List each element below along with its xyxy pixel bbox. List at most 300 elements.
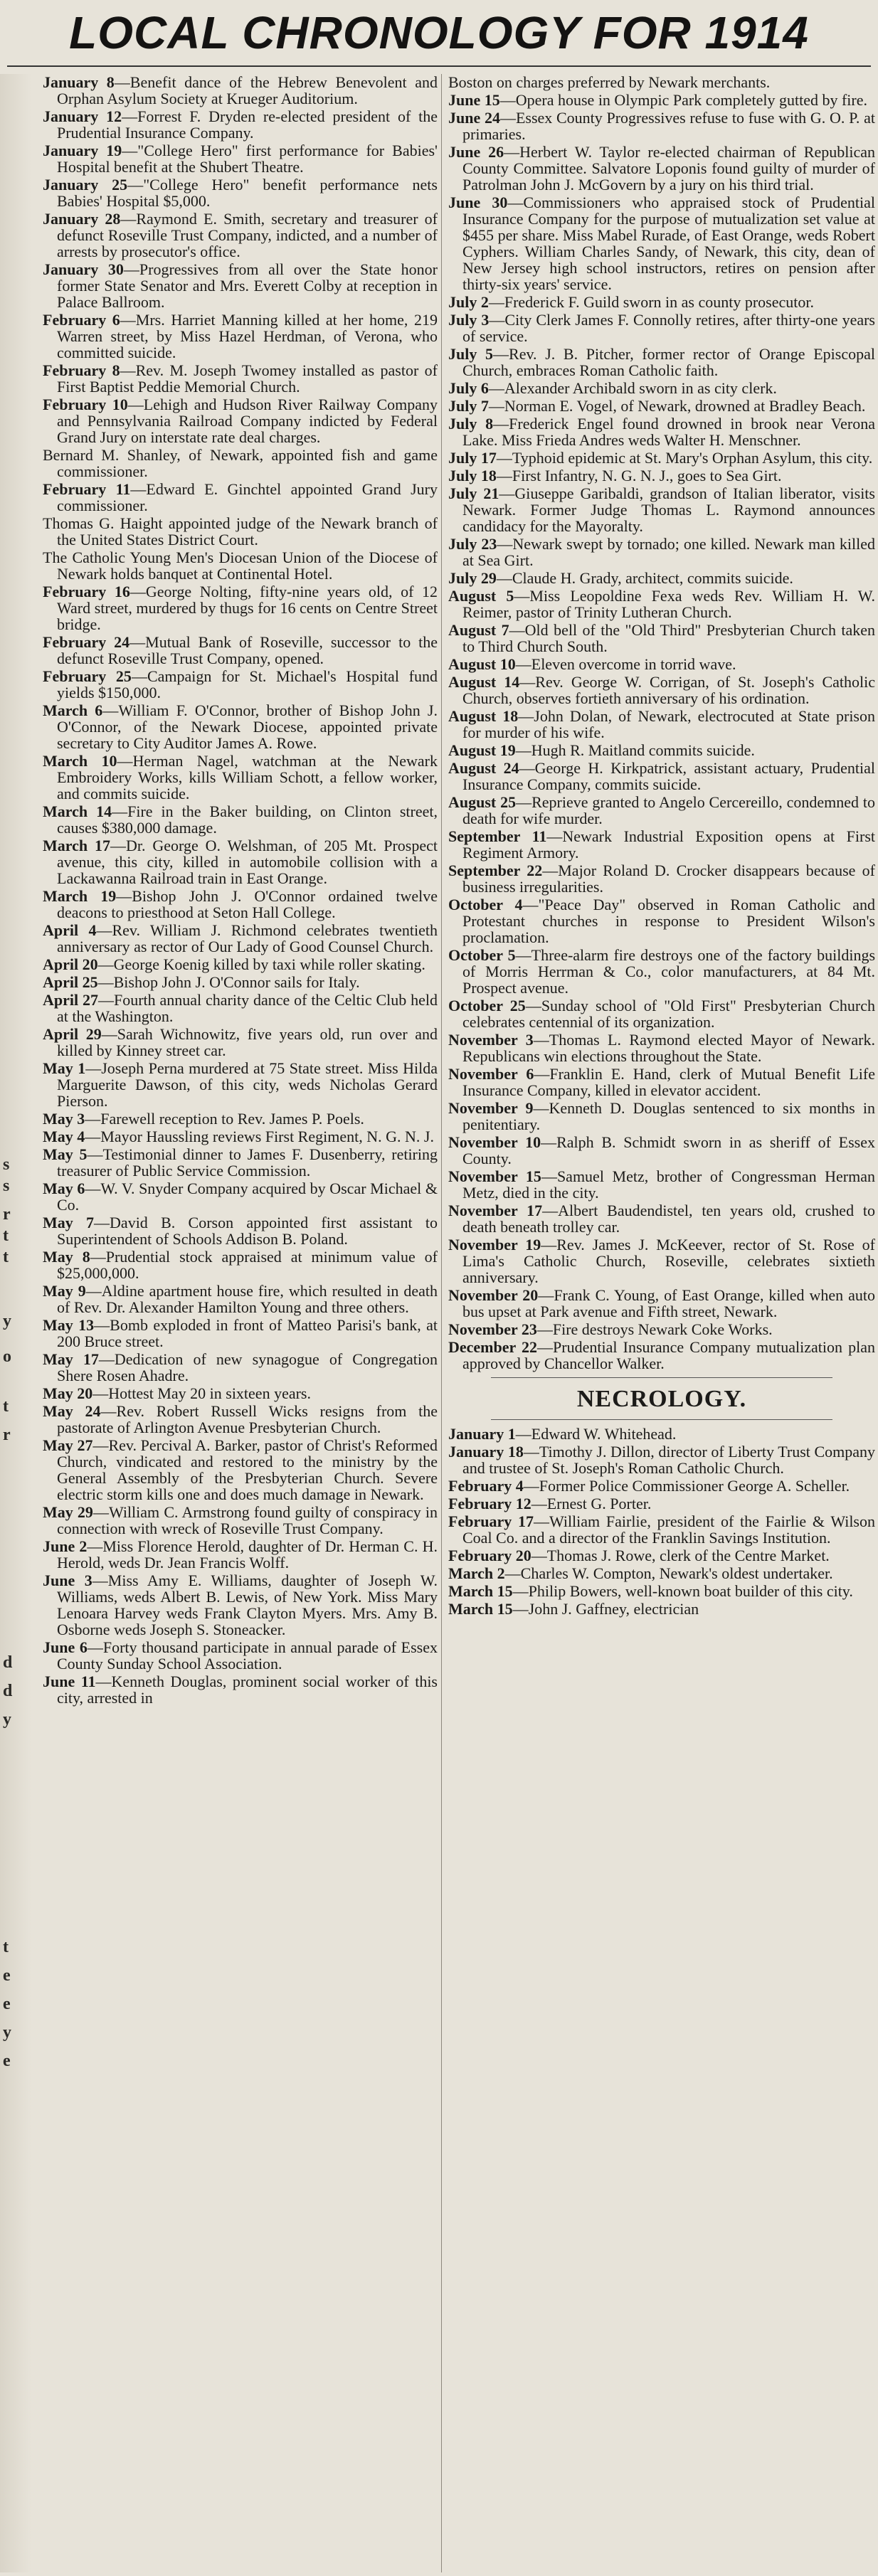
entry-dash: — [85,1128,101,1145]
chronology-entry [448,92,875,108]
entry-date: May 6 [43,1180,85,1197]
entry-dash: — [536,1320,553,1338]
entry-text: Philip Bowers, well-known boat builder of this city. [528,1582,853,1600]
chronology-entry [43,753,438,802]
entry-text: Alexander Archibald sworn in as city clerk. [504,379,777,397]
entry-dash: — [515,946,531,964]
entry-text: Frank C. Young, of East Orange, killed when auto bus upset at Park avenue and Fifth street, Newark. [462,1286,875,1320]
chronology-entry [448,760,875,793]
entry-date: June 6 [43,1638,88,1656]
chronology-entry [448,1032,875,1064]
entry-dash: — [97,991,114,1009]
entry-dash: — [542,862,559,879]
entry-text: Bishop John J. O'Connor sails for Italy. [113,973,360,991]
entry-text: Forrest F. Dryden re-elected president of the Prudential Insurance Company. [57,107,438,142]
chronology-entry [448,312,875,344]
entry-dash: — [87,1537,103,1555]
chronology-entry [43,974,438,990]
entry-text: Campaign for St. Michael's Hospital fund yields $150,000. [57,667,438,701]
chronology-entry [43,1385,438,1401]
entry-date: July 29 [448,569,497,587]
entry-date: February 24 [43,633,130,651]
section-rule [491,1419,832,1420]
entry-date: May 8 [43,1248,90,1266]
chronology-entry [43,362,438,395]
entry-dash: — [116,887,132,905]
entry-date: May 1 [43,1059,86,1077]
entry-text: "College Hero" first performance for Babies' Hospital benefit at the Shubert Theatre. [57,142,438,176]
entry-dash: — [523,1477,539,1495]
entry-dash: — [499,484,515,502]
entry-date: August 14 [448,673,520,691]
chronology-entry [448,536,875,568]
chronology-entry [43,1351,438,1384]
entry-date: January 30 [43,260,124,278]
entry-date: December 22 [448,1338,538,1356]
entry-date: October 5 [448,946,516,964]
entry-date: April 4 [43,921,97,939]
entry-date: August 10 [448,655,516,673]
entry-dash: — [542,1202,559,1219]
chronology-entry [448,947,875,996]
entry-text: Norman E. Vogel, of Newark, drowned at Bradley Beach. [504,397,866,415]
chronology-entry [448,346,875,378]
entry-dash: — [541,1236,557,1253]
entry-dash: — [127,396,144,413]
entry-text: Raymond E. Smith, secretary and treasurer of defunct Roseville Trust Company, indicted, and a number of arrests by prosecutor's office. [57,210,438,260]
entry-text: Prudential stock appraised at minimum value of $25,000,000. [57,1248,438,1282]
entry-dash: — [493,415,509,433]
entry-text: Fire in the Baker building, on Clinton street, causes $380,000 damage. [57,802,438,837]
chronology-entry [448,588,875,620]
entry-dash: — [531,1547,547,1564]
entry-date: April 25 [43,973,98,991]
entry-text: Thomas J. Rowe, clerk of the Centre Market. [546,1547,830,1564]
chronology-entry [448,415,875,448]
chronology-entry [448,1287,875,1320]
chronology-column-right [448,74,875,2572]
entry-text: Fourth annual charity dance of the Celtic Club held at the Washington. [57,991,438,1025]
edge-fragment: t [3,1938,9,1956]
chronology-entry [43,1639,438,1672]
entry-date: May 24 [43,1402,101,1420]
entry-date: May 20 [43,1384,93,1402]
edge-fragment: e [3,2052,11,2070]
entry-dash: — [100,1402,117,1420]
entry-date: March 15 [448,1582,513,1600]
entry-dash: — [131,667,147,685]
entry-date: October 25 [448,997,526,1014]
entry-text: Sunday school of "Old First" Presbyterian Church celebrates centennial of its organization. [462,997,875,1031]
chronology-entry [43,583,438,632]
entry-date: July 6 [448,379,489,397]
chronology-entry [43,1504,438,1537]
entry-date: January 18 [448,1443,524,1461]
entry-dash: — [546,827,563,845]
entry-dash: — [122,142,138,159]
entry-date: July 23 [448,535,497,553]
entry-dash: — [523,1443,539,1461]
entry-dash: — [525,997,541,1014]
entry-text: Eleven overcome in torrid wave. [531,655,736,673]
entry-dash: — [537,1338,554,1356]
entry-date: July 17 [448,449,497,467]
edge-fragment: d [3,1653,13,1672]
entry-dash: — [489,311,505,329]
entry-dash: — [509,621,525,639]
entry-text: Boston on charges preferred by Newark merchants. [448,74,771,91]
entry-text: George H. Kirkpatrick, assistant actuary, Prudential Insurance Company, commits suicide. [462,759,875,793]
entry-text: Joseph Perna murdered at 75 State street. Miss Hilda Marguerite Dawson, of this city, weds Nicholas Gerard Pierson. [57,1059,438,1110]
entry-text: Giuseppe Garibaldi, grandson of Italian liberator, visits Newark. Former Judge Thomas L. Raymond announces candidacy for the Mayoralty. [462,484,875,535]
entry-text: Bomb exploded in front of Matteo Parisi's bank, at 200 Bruce street. [57,1316,438,1350]
chronology-entry [448,1547,875,1564]
entry-dash: — [515,1425,531,1443]
entry-dash: — [129,633,146,651]
edge-fragment: t [3,1397,9,1416]
entry-dash: — [101,1025,117,1043]
entry-text: Rev. William J. Richmond celebrates twentieth anniversary as rector of Our Lady of Good Counsel Church. [57,921,438,955]
entry-text: Fire destroys Newark Coke Works. [552,1320,773,1338]
entry-text: Kenneth D. Douglas sentenced to six months in penitentiary. [462,1099,875,1133]
chronology-entry [43,1538,438,1571]
entry-dash: — [94,1214,110,1231]
masthead [0,0,878,71]
entry-text: Miss Leopoldine Fexa weds Rev. William H. W. Reimer, pastor of Trinity Lutheran Church. [462,587,875,621]
entry-date: July 2 [448,293,489,311]
chronology-entry [448,1134,875,1167]
entry-dash: — [97,973,114,991]
entry-dash: — [488,379,504,397]
chronology-entry [43,1026,438,1059]
entry-dash: — [120,210,137,228]
entry-dash: — [504,1564,521,1582]
chronology-entry [448,110,875,142]
entry-date: November 6 [448,1065,534,1083]
chronology-entry [448,1565,875,1581]
chronology-entry [43,261,438,310]
necrology-list [448,1426,875,1617]
entry-dash: — [496,569,512,587]
entry-dash: — [97,955,114,973]
chronology-entry [43,312,438,361]
chronology-entry [43,447,438,479]
entry-date: May 3 [43,1110,85,1128]
chronology-entry [448,380,875,396]
entry-dash: — [92,1503,109,1521]
entry-text: William C. Armstrong found guilty of conspiracy in connection with wreck of Roseville Trust Company. [57,1503,438,1537]
chronology-entry [448,896,875,945]
entry-date: February 6 [43,311,120,329]
entry-text: Benefit dance of the Hebrew Benevolent and Orphan Asylum Society at Krueger Auditorium. [57,74,438,107]
entry-dash: — [533,1099,549,1117]
entry-dash: — [95,1673,112,1690]
entry-date: February 11 [43,480,131,498]
entry-text: Three-alarm fire destroys one of the factory buildings of Morris Herrman & Co., color manufacturers, at 84 Mt. Prospect avenue. [462,946,875,997]
chronology-entry [448,1236,875,1286]
entry-date: August 25 [448,793,517,811]
entry-text: Mrs. Harriet Manning killed at her home, 219 Warren street, by Miss Hazel Herdman, of Verona, who committed suicide. [57,311,438,361]
chronology-entry [448,1339,875,1372]
edge-fragment: r [3,1205,11,1224]
entry-text: Miss Florence Herold, daughter of Dr. Herman C. H. Herold, weds Dr. Jean Francis Wolff. [57,1537,438,1571]
entry-dash: — [493,345,509,363]
chronology-entry [448,862,875,895]
entry-dash: — [110,837,126,854]
entry-date: July 7 [448,397,489,415]
entry-date: July 21 [448,484,499,502]
entry-date: February 17 [448,1512,534,1530]
entry-text: Herbert W. Taylor re-elected chairman of Republican County Committee. Salvatore Loponis found guilty of murder of Patrolman John J. McGovern by a jury on his third trial. [462,143,875,194]
entry-dash: — [112,802,128,820]
entry-dash: — [496,449,512,467]
entry-text: Opera house in Olympic Park completely gutted by fire. [515,91,868,109]
entry-text: Rev. James J. McKeever, rector of St. Rose of Lima's Catholic Church, Roseville, celebrates sixtieth anniversary. [462,1236,875,1286]
entry-text: Hottest May 20 in sixteen years. [108,1384,311,1402]
chronology-entry [43,1572,438,1638]
entry-dash: — [515,741,531,759]
entry-date: January 25 [43,176,128,194]
title-rule [7,65,871,67]
entry-dash: — [90,1248,106,1266]
entry-text: First Infantry, N. G. N. J., goes to Sea Girt. [512,467,782,484]
edge-fragment: s [3,1177,10,1195]
entry-dash: — [504,143,520,161]
entry-date: May 5 [43,1145,88,1163]
entry-text: Rev. Percival A. Barker, pastor of Christ's Reformed Church, vindicated and restored to the ministry by the General Assembly of the Presbyterian Church. Severe electric storm kills one and does much damage in Newark. [57,1436,438,1503]
entry-dash: — [512,1600,529,1618]
entry-date: March 19 [43,887,117,905]
edge-fragment: s [3,1155,10,1174]
chronology-entry [43,922,438,955]
chronology-entry [43,1214,438,1247]
chronology-entry [43,142,438,175]
chronology-entry [448,1513,875,1546]
chronology-entry [43,1060,438,1109]
entry-dash: — [488,293,504,311]
entry-text: Rev. M. Joseph Twomey installed as pastor of First Baptist Peddie Memorial Church. [57,361,438,396]
entry-date: November 20 [448,1286,539,1304]
entry-dash: — [85,1282,102,1300]
entry-dash: — [130,480,147,498]
entry-text: Miss Amy E. Williams, daughter of Joseph W. Williams, weds Albert B. Lewis, of New York. Miss Mary Lenoara Harvey weds Frank Clayton Myers. Mrs. Amy B. Osborne weds Joseph S. Stoneacker. [57,1571,438,1638]
chronology-entry [43,888,438,921]
chronology-entry [43,1249,438,1281]
entry-dash: — [519,759,535,777]
entry-dash: — [516,793,532,811]
entry-date: January 28 [43,210,121,228]
entry-date: May 17 [43,1350,99,1368]
entry-dash: — [538,1286,554,1304]
chronology-entry [43,176,438,209]
chronology-entry [43,702,438,751]
page-title: LOCAL CHRONOLOGY FOR 1914 [69,7,809,58]
chronology-entry [448,794,875,827]
entry-date: June 2 [43,1537,88,1555]
entry-dash: — [515,655,531,673]
entry-dash: — [123,260,139,278]
entry-date: August 5 [448,587,514,605]
entry-date: March 6 [43,701,103,719]
chronology-entry [448,1100,875,1133]
entry-date: February 25 [43,667,132,685]
entry-dash: — [534,1065,550,1083]
entry-dash: — [96,921,112,939]
entry-date: January 12 [43,107,122,125]
entry-date: February 20 [448,1547,531,1564]
entry-date: February 8 [43,361,120,379]
chronology-entry [43,1437,438,1502]
entry-dash: — [541,1167,557,1185]
section-rule [491,1377,832,1378]
edge-fragment: d [3,1682,13,1700]
entry-date: February 4 [448,1477,524,1495]
entry-date: November 15 [448,1167,541,1185]
chronology-entry [448,450,875,466]
chronology-entry [448,485,875,534]
entry-date: February 16 [43,583,130,600]
entry-dash: — [102,701,119,719]
edge-fragment: y [3,1312,11,1330]
chronology-entry [43,108,438,141]
entry-dash: — [518,707,534,725]
chronology-entry [448,1478,875,1494]
entry-text: Ernest G. Porter. [546,1495,652,1512]
chronology-entry [448,1202,875,1235]
chronology-entry [43,837,438,886]
entry-date: September 11 [448,827,547,845]
chronology-entry [448,828,875,861]
entry-date: April 29 [43,1025,102,1043]
chronology-entry [43,1111,438,1127]
chronology-entry [448,742,875,758]
chronology-entry [448,398,875,414]
entry-dash: — [92,1384,109,1402]
entry-date: June 24 [448,109,500,127]
entry-date: July 8 [448,415,494,433]
entry-text: John Dolan, of Newark, electrocuted at State prison for murder of his wife. [462,707,875,741]
entry-date: March 14 [43,802,112,820]
chronology-entry [43,1128,438,1145]
entry-text: Testimonial dinner to James F. Dusenberry, retiring treasurer of Public Service Commission. [57,1145,438,1180]
chronology-entry [448,1426,875,1442]
chronology-entry [43,1180,438,1213]
entry-dash: — [120,361,136,379]
entry-dash: — [533,1031,549,1049]
entry-text: W. V. Snyder Company acquired by Oscar Michael & Co. [57,1180,438,1214]
entry-dash: — [129,583,146,600]
entry-date: June 11 [43,1673,96,1690]
chronology-entry [43,515,438,548]
entry-dash: — [531,1495,547,1512]
entry-date: June 3 [43,1571,92,1589]
edge-fragment: t [3,1226,9,1245]
entry-date: May 29 [43,1503,93,1521]
entry-text: Kenneth Douglas, prominent social worker of this city, arrested in [57,1673,438,1707]
entry-text: Albert Baudendistel, ten years old, crushed to death beneath trolley car. [462,1202,875,1236]
entry-text: Hugh R. Maitland commits suicide. [531,741,755,759]
chronology-entry [448,1168,875,1201]
entry-text: George Nolting, fifty-nine years old, of 12 Ward street, murdered by thugs for 16 cents on Centre Street bridge. [57,583,438,633]
entry-date: October 4 [448,896,523,913]
entry-date: July 3 [448,311,490,329]
entry-text: Samuel Metz, brother of Congressman Herman Metz, died in the city. [462,1167,875,1202]
chronology-entry [43,549,438,582]
entry-text: Frederick Engel found drowned in brook near Verona Lake. Miss Frieda Andres weds Walter H. Menschner. [462,415,875,449]
chronology-entry [448,1583,875,1599]
entry-date: August 7 [448,621,509,639]
chronology-entry [448,1321,875,1337]
chronology-entry [448,74,875,90]
chronology-entry [448,708,875,741]
entry-dash: — [522,896,539,913]
entry-text: Newark swept by tornado; one killed. Newark man killed at Sea Girt. [462,535,875,569]
chronology-entry [448,570,875,586]
entry-text: Newark Industrial Exposition opens at First Regiment Armory. [462,827,875,862]
entry-dash: — [541,1133,557,1151]
entry-dash: — [85,1180,101,1197]
entry-date: July 5 [448,345,494,363]
chronology-entry [448,1495,875,1512]
edge-fragment: y [3,1710,11,1729]
entry-text: Dr. George O. Welshman, of 205 Mt. Prospect avenue, this city, killed in automobile collision with a Lackawanna Railroad train in East Orange. [57,837,438,887]
chronology-entry [43,1317,438,1350]
entry-dash: — [497,535,513,553]
entry-date: November 9 [448,1099,534,1117]
entry-date: November 3 [448,1031,534,1049]
entry-date: March 17 [43,837,110,854]
entry-date: September 22 [448,862,543,879]
entry-text: William F. O'Connor, brother of Bishop John J. O'Connor, of the Newark Diocese, appointed private secretary to City Auditor James A. Rowe. [57,701,438,752]
chronology-entry [43,668,438,701]
chronology-entry [43,803,438,836]
edge-fragment: t [3,1248,9,1266]
entry-text: Thomas G. Haight appointed judge of the Newark branch of the United States District Court. [43,514,438,548]
entry-date: November 17 [448,1202,543,1219]
entry-text: Sarah Wichnowitz, five years old, run over and killed by Kinney street car. [57,1025,438,1059]
entry-text: Rev. Robert Russell Wicks resigns from the pastorate of Arlington Avenue Presbyterian Church. [57,1402,438,1436]
entry-dash: — [92,1571,108,1589]
entry-dash: — [85,1110,101,1128]
chronology-entry [448,1601,875,1617]
entry-text: Old bell of the "Old Third" Presbyterian Church taken to Third Church South. [462,621,875,655]
entry-text: Timothy J. Dillon, director of Liberty Trust Company and trustee of St. Joseph's Roman Catholic Church. [462,1443,875,1477]
entry-date: May 7 [43,1214,95,1231]
edge-fragment: y [3,2023,11,2042]
entry-text: Bernard M. Shanley, of Newark, appointed fish and game commissioner. [43,446,438,480]
entry-date: November 23 [448,1320,537,1338]
chronology-entry [43,1283,438,1315]
entry-dash: — [92,1436,109,1454]
entry-text: Reprieve granted to Angelo Cercereillo, condemned to death for wife murder. [462,793,875,827]
chronology-entry [448,622,875,654]
entry-text: Edward E. Ginchtel appointed Grand Jury commissioner. [57,480,438,514]
entry-text: Claude H. Grady, architect, commits suicide. [512,569,793,587]
entry-date: November 19 [448,1236,541,1253]
entry-dash: — [519,673,536,691]
chronology-entries-right [448,74,875,1372]
entry-dash: — [514,587,530,605]
entry-text: George Koenig killed by taxi while roller skating. [113,955,425,973]
entry-date: March 15 [448,1600,513,1618]
entry-date: May 4 [43,1128,85,1145]
chronology-entry [448,144,875,193]
chronology-entry [43,634,438,667]
entry-text: Bishop John J. O'Connor ordained twelve deacons to priesthood at Seton Hall College. [57,887,438,921]
edge-fragment: e [3,1966,11,1985]
entry-date: May 9 [43,1282,86,1300]
entry-date: August 18 [448,707,519,725]
